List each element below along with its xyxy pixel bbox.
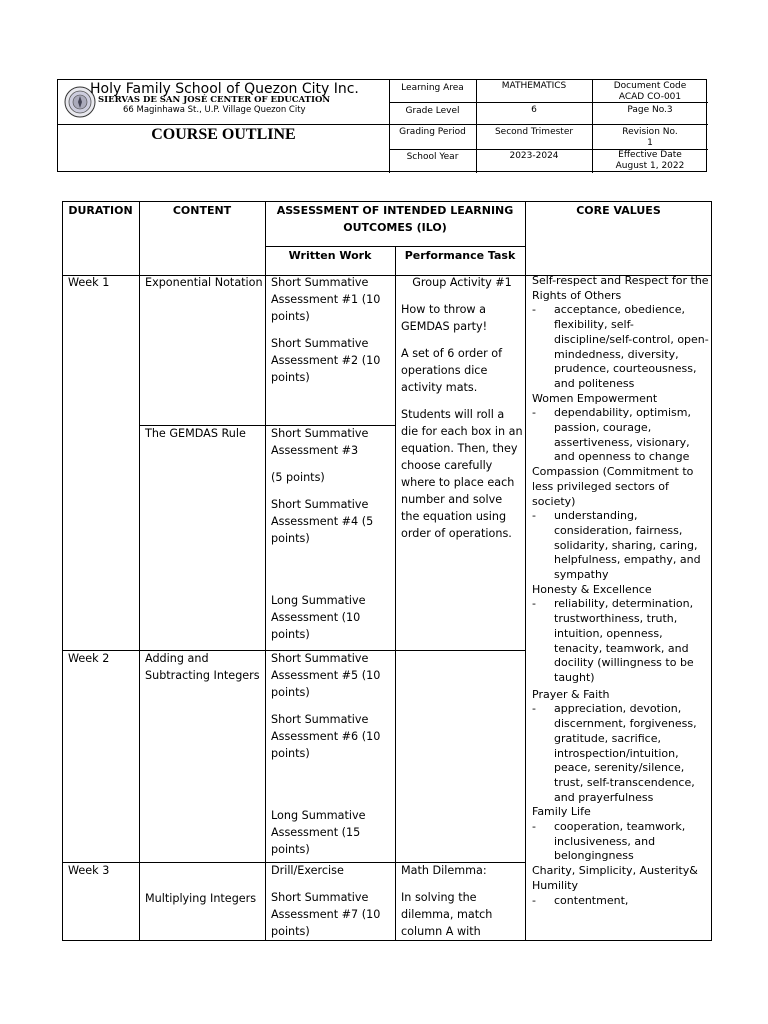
week1-written-2: Short Summative Assessment #2 (10 points) bbox=[271, 337, 381, 384]
core-value-items: reliability, determination, trustworthiness, truth, intuition, openness, tenacity, teamwork, and docility (willingness to be taught) bbox=[554, 597, 694, 684]
course-outline-table bbox=[62, 201, 712, 941]
core-value-items: cooperation, teamwork, inclusiveness, and belongingness bbox=[554, 820, 686, 863]
page-title: COURSE OUTLINE bbox=[151, 126, 296, 143]
week1-written-1: Short Summative Assessment #1 (10 points) bbox=[271, 276, 381, 323]
week1-written-3-points: (5 points) bbox=[271, 471, 325, 484]
week3-perf-title: Math Dilemma: bbox=[401, 864, 487, 877]
core-value-group: Compassion (Commitment to less privileged sectors of society) bbox=[532, 465, 694, 508]
grading-period-value: Second Trimester bbox=[494, 127, 574, 137]
core-value-items: acceptance, obedience, flexibility, self-discipline/self-control, open-mindedness, diversity, prudence, courteousness, and politeness bbox=[554, 303, 709, 390]
school-year-value: 2023-2024 bbox=[509, 151, 559, 161]
week1-content-2: The GEMDAS Rule bbox=[145, 427, 246, 440]
school-name: Holy Family School of Quezon City Inc. bbox=[90, 81, 359, 97]
week1-duration: Week 1 bbox=[68, 276, 110, 289]
document-code-label: Document Code bbox=[613, 81, 687, 91]
week2-content: Adding and Subtracting Integers bbox=[145, 652, 260, 682]
header-assessment: ASSESSMENT OF INTENDED LEARNING OUTCOMES (ILO) bbox=[276, 204, 514, 234]
core-value-group: Charity, Simplicity, Austerity& Humility bbox=[532, 864, 698, 892]
page-number: Page No.3 bbox=[627, 105, 673, 115]
week1-perf-activity: How to throw a GEMDAS party! bbox=[401, 303, 488, 333]
document-header bbox=[57, 79, 707, 172]
core-values-list: Self-respect and Respect for the Rights of Others - acceptance, obedience, flexibility, self-discipline/self-control, open-mindedness, diversity, prudence, courteousness, and politeness Women Empowerment - dependability, optimism, passion, courage, assertiveness, visionary, and openness to change Compassion (Commitment to less privileged sectors of society) - understanding, consideration, fairness, solidarity, sharing, caring, helpfulness, empathy, and sympathy Honesty & Excellence - reliability, determination, trustworthiness, truth, intuition, openness, tenacity, teamwork, and docility (willingness to be taught) Prayer & Faith - appreciation, devotion, discernment, forgiveness, gratitude, sacrifice, introspection/intuition, peace, serenity/silence, trust, self-transcendence, and prayerfulness Family Life - cooperation, teamwork, inclusiveness, and belongingness Charity, Simplicity, Austerity& Humility - contentment, bbox=[532, 274, 709, 907]
core-value-group: Self-respect and Respect for the Rights of Others bbox=[532, 274, 709, 302]
core-value-group: Women Empowerment bbox=[532, 391, 658, 405]
grade-level-label: Grade Level bbox=[405, 106, 460, 116]
week3-written-2: Short Summative Assessment #7 (10 points) bbox=[271, 891, 381, 938]
header-core-values: CORE VALUES bbox=[576, 204, 661, 217]
header-performance-task: Performance Task bbox=[404, 249, 516, 262]
header-written-work: Written Work bbox=[288, 249, 372, 262]
school-year-label: School Year bbox=[406, 152, 459, 162]
week2-duration: Week 2 bbox=[68, 652, 110, 665]
core-value-group: Prayer & Faith bbox=[532, 687, 610, 701]
week1-written-3: Short Summative Assessment #3 bbox=[271, 427, 369, 457]
revision-value: 1 bbox=[647, 138, 653, 148]
header-duration: DURATION bbox=[68, 204, 133, 217]
learning-area-label: Learning Area bbox=[401, 83, 464, 93]
week2-written-2: Short Summative Assessment #6 (10 points) bbox=[271, 713, 381, 760]
week3-duration: Week 3 bbox=[68, 864, 110, 877]
week1-perf-instructions: Students will roll a die for each box in an equation. Then, they choose carefully where to place each number and solve the equation using order of operations. bbox=[401, 408, 523, 540]
grade-level-value: 6 bbox=[531, 105, 537, 115]
week3-perf-instructions: In solving the dilemma, match column A with bbox=[401, 891, 493, 938]
week2-long-summative: Long Summative Assessment (15 points) bbox=[271, 809, 366, 856]
document-code-value: ACAD CO-001 bbox=[618, 92, 682, 102]
week3-content: Multiplying Integers bbox=[145, 892, 257, 905]
revision-label: Revision No. bbox=[622, 127, 678, 137]
core-value-items: appreciation, devotion, discernment, forgiveness, gratitude, sacrifice, introspection/intuition, peace, serenity/silence, trust, self-transcendence, and prayerfulness bbox=[554, 702, 697, 804]
core-value-group: Family Life bbox=[532, 805, 591, 819]
core-value-items: contentment, bbox=[554, 893, 629, 907]
week1-content-1: Exponential Notation bbox=[145, 276, 263, 289]
week1-written-4: Short Summative Assessment #4 (5 points) bbox=[271, 498, 374, 545]
core-value-items: understanding, consideration, fairness, solidarity, sharing, caring, helpfulness, empathy, and sympathy bbox=[554, 509, 701, 582]
grading-period-label: Grading Period bbox=[399, 127, 466, 137]
school-subtitle: SIERVAS DE SAN JOSÉ CENTER OF EDUCATION bbox=[98, 95, 331, 105]
week1-perf-title: Group Activity #1 bbox=[412, 276, 512, 289]
core-value-items: dependability, optimism, passion, courage, assertiveness, visionary, and openness to change bbox=[554, 406, 691, 464]
week3-written-1: Drill/Exercise bbox=[271, 864, 344, 877]
week1-long-summative: Long Summative Assessment (10 points) bbox=[271, 594, 366, 641]
learning-area-value: MATHEMATICS bbox=[501, 81, 567, 91]
core-value-group: Honesty & Excellence bbox=[532, 582, 652, 596]
header-content: CONTENT bbox=[172, 204, 232, 217]
school-address: 66 Maginhawa St., U.P. Village Quezon City bbox=[123, 105, 306, 115]
effective-date-value: August 1, 2022 bbox=[615, 161, 685, 171]
effective-date-label: Effective Date bbox=[618, 150, 682, 160]
week2-written-1: Short Summative Assessment #5 (10 points) bbox=[271, 652, 381, 699]
week1-perf-materials: A set of 6 order of operations dice activity mats. bbox=[401, 347, 503, 394]
